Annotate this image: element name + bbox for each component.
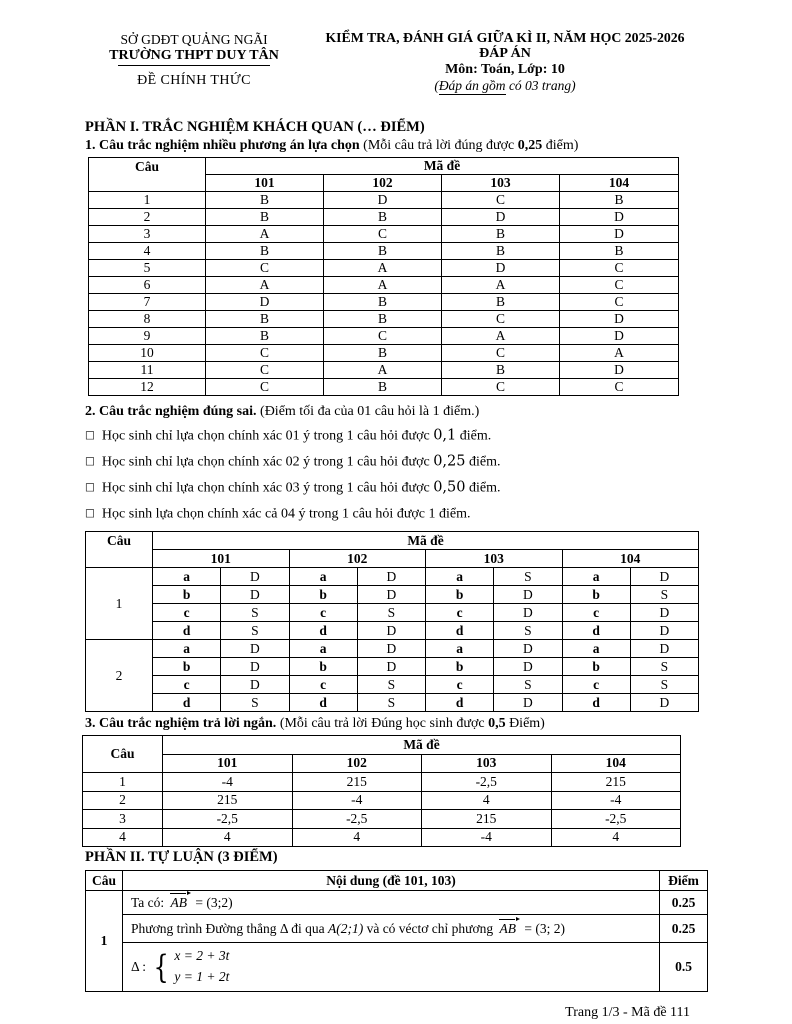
- statement-letter-cell: d: [426, 694, 494, 712]
- brace-glyph: {: [153, 948, 169, 986]
- code-cell: 103: [422, 754, 552, 773]
- essay-header-row: [86, 871, 708, 891]
- answer-cell: B: [560, 243, 679, 260]
- answer-cell: D: [324, 192, 442, 209]
- answer-cell: B: [206, 192, 324, 209]
- true-false-answer-table: [85, 531, 699, 712]
- statement-letter-cell: a: [153, 568, 221, 586]
- section3-points: 0,5: [488, 716, 506, 731]
- answer-cell: B: [324, 345, 442, 362]
- rule-text-suffix: điểm.: [456, 428, 492, 444]
- note-underlined: Đáp án gồm: [438, 78, 506, 93]
- answer-cell: D: [630, 694, 698, 712]
- statement-letter-cell: d: [562, 694, 630, 712]
- answer-cell: B: [206, 311, 324, 328]
- answer-cell: C: [442, 379, 560, 396]
- answer-cell: C: [324, 226, 442, 243]
- statement-letter-cell: c: [153, 676, 221, 694]
- mcq-header-row-1: [89, 158, 679, 175]
- answer-cell: D: [630, 640, 698, 658]
- answer-key-title: ĐÁP ÁN: [479, 46, 531, 61]
- answer-cell: C: [560, 294, 679, 311]
- section3-heading: [85, 716, 707, 732]
- answer-cell: D: [442, 209, 560, 226]
- answer-cell: B: [206, 328, 324, 345]
- rule-points: 0,25: [433, 453, 466, 470]
- answer-cell: -2,5: [292, 810, 422, 829]
- answer-cell: C: [206, 260, 324, 277]
- exam-title-block: [303, 30, 707, 112]
- answer-cell: D: [494, 604, 562, 622]
- answer-cell: B: [442, 226, 560, 243]
- mcq-answer-row: [89, 294, 679, 311]
- step-text: Phương trình Đường thẳng Δ đi qua: [131, 921, 328, 936]
- tf-answer-row: [86, 604, 699, 622]
- statement-letter-cell: c: [562, 604, 630, 622]
- answer-cell: C: [206, 345, 324, 362]
- solution-step-cell: [123, 943, 660, 992]
- answer-cell: D: [221, 586, 289, 604]
- answer-cell: D: [357, 640, 425, 658]
- question-number-cell: 1: [89, 192, 206, 209]
- note-rest: có 03 trang): [505, 78, 576, 93]
- statement-letter-cell: b: [153, 586, 221, 604]
- question-number-cell: 12: [89, 379, 206, 396]
- statement-letter-cell: a: [562, 568, 630, 586]
- mcq-answer-row: [89, 277, 679, 294]
- part2-title: PHẦN II. TỰ LUẬN (3 ĐIỂM): [85, 849, 278, 865]
- answer-cell: S: [494, 676, 562, 694]
- code-cell: 101: [163, 754, 293, 773]
- sa-answer-row: [83, 810, 681, 829]
- answer-cell: S: [357, 694, 425, 712]
- question-number-cell: 9: [89, 328, 206, 345]
- answer-cell: B: [442, 294, 560, 311]
- equation-y: y = 1 + 2t: [174, 969, 230, 984]
- statement-letter-cell: a: [153, 640, 221, 658]
- step-text: = (3; 2): [521, 921, 565, 936]
- statement-letter-cell: b: [426, 658, 494, 676]
- section1-points: 0,25: [517, 138, 543, 153]
- answer-cell: D: [221, 568, 289, 586]
- question-number-cell: 1: [83, 773, 163, 792]
- answer-cell: -2,5: [551, 810, 681, 829]
- square-bullet-icon: □: [85, 455, 95, 467]
- answer-cell: S: [357, 604, 425, 622]
- statement-letter-cell: c: [562, 676, 630, 694]
- statement-letter-cell: b: [562, 586, 630, 604]
- question-number-cell: 4: [89, 243, 206, 260]
- answer-cell: 215: [292, 773, 422, 792]
- question-number-cell: 1: [86, 891, 123, 992]
- answer-cell: D: [560, 226, 679, 243]
- step-text: và có véctơ chỉ phương: [363, 921, 497, 936]
- score-cell: 0.25: [660, 915, 708, 943]
- statement-letter-cell: a: [426, 568, 494, 586]
- answer-cell: A: [206, 226, 324, 243]
- answer-cell: -2,5: [422, 773, 552, 792]
- mcq-answer-row: [89, 192, 679, 209]
- tf-header-row-1: [86, 532, 699, 550]
- answer-cell: 4: [422, 791, 552, 810]
- tf-answer-row: [86, 640, 699, 658]
- solution-step-cell: [123, 915, 660, 943]
- page-footer: Trang 1/3 - Mã đề 111: [565, 1005, 690, 1020]
- section2-heading: [85, 404, 707, 420]
- answer-cell: S: [630, 658, 698, 676]
- answer-cell: D: [494, 640, 562, 658]
- code-cell: 104: [551, 754, 681, 773]
- delta-label: Δ :: [131, 959, 147, 974]
- tf-answer-row: [86, 586, 699, 604]
- answer-cell: D: [560, 311, 679, 328]
- section3-heading-bold: 3. Câu trắc nghiệm trả lời ngắn.: [85, 716, 277, 731]
- answer-cell: B: [206, 209, 324, 226]
- question-number-cell: 4: [83, 828, 163, 847]
- rule-text: Học sinh chỉ lựa chọn chính xác 01 ý trong 1 câu hỏi được: [101, 428, 434, 444]
- question-number-cell: 1: [86, 568, 153, 640]
- answer-cell: B: [324, 379, 442, 396]
- question-number-cell: 2: [89, 209, 206, 226]
- statement-letter-cell: c: [289, 676, 357, 694]
- section2-heading-bold: 2. Câu trắc nghiệm đúng sai.: [85, 404, 257, 419]
- code-cell: 103: [442, 175, 560, 192]
- scoring-rule-item: [85, 449, 707, 475]
- answer-cell: S: [221, 622, 289, 640]
- school-name: TRƯỜNG THPT DUY TÂN: [109, 48, 279, 63]
- answer-cell: D: [494, 586, 562, 604]
- statement-letter-cell: c: [289, 604, 357, 622]
- section1-heading-pre: (Mỗi câu trả lời đúng được: [359, 138, 518, 153]
- mcq-answer-row: [89, 362, 679, 379]
- sa-answer-row: [83, 791, 681, 810]
- sa-answer-row: [83, 828, 681, 847]
- code-cell: 101: [206, 175, 324, 192]
- parametric-equation-system: [131, 946, 657, 988]
- statement-letter-cell: a: [562, 640, 630, 658]
- answer-cell: D: [560, 328, 679, 345]
- statement-letter-cell: d: [562, 622, 630, 640]
- answer-cell: C: [324, 328, 442, 345]
- answer-cell: D: [357, 622, 425, 640]
- vector-ab: AB: [170, 895, 188, 910]
- scoring-rules-list: [85, 423, 707, 527]
- answer-cell: 4: [551, 828, 681, 847]
- question-number-cell: 8: [89, 311, 206, 328]
- tf-answer-row: [86, 622, 699, 640]
- answer-cell: A: [324, 260, 442, 277]
- answer-cell: B: [442, 243, 560, 260]
- sa-answer-row: [83, 773, 681, 792]
- mcq-answer-row: [89, 226, 679, 243]
- answer-cell: A: [324, 362, 442, 379]
- answer-cell: C: [560, 379, 679, 396]
- answer-cell: A: [206, 277, 324, 294]
- made-header-cell: Mã đề: [163, 736, 681, 755]
- answer-cell: D: [630, 568, 698, 586]
- vector-ab: AB: [499, 921, 517, 936]
- answer-cell: C: [206, 379, 324, 396]
- sa-header-row-2: [83, 754, 681, 773]
- rule-points: 0,50: [433, 479, 466, 496]
- answer-cell: D: [357, 586, 425, 604]
- section2-heading-rest: (Điểm tối đa của 01 câu hỏi là 1 điểm.): [256, 404, 480, 419]
- square-bullet-icon: □: [85, 429, 95, 441]
- answer-cell: A: [442, 328, 560, 345]
- answer-cell: D: [442, 260, 560, 277]
- question-number-cell: 3: [89, 226, 206, 243]
- question-number-cell: 2: [86, 640, 153, 712]
- equation-x: x = 2 + 3t: [174, 948, 230, 964]
- answer-cell: C: [560, 277, 679, 294]
- question-number-cell: 2: [83, 791, 163, 810]
- statement-letter-cell: c: [426, 604, 494, 622]
- section1-heading: [85, 138, 707, 154]
- subject-grade: Môn: Toán, Lớp: 10: [445, 62, 565, 77]
- answer-cell: B: [324, 243, 442, 260]
- essay-rubric-table: [85, 870, 708, 992]
- answer-cell: D: [560, 362, 679, 379]
- answer-cell: D: [221, 676, 289, 694]
- square-bullet-icon: □: [85, 507, 95, 519]
- statement-letter-cell: b: [289, 586, 357, 604]
- content-header-cell: Nội dung (đề 101, 103): [123, 871, 660, 891]
- cau-header-cell: Câu: [86, 532, 153, 568]
- statement-letter-cell: d: [426, 622, 494, 640]
- answer-cell: S: [494, 568, 562, 586]
- essay-step-row: [86, 891, 708, 915]
- code-cell: 102: [324, 175, 442, 192]
- mcq-answer-row: [89, 328, 679, 345]
- statement-letter-cell: c: [426, 676, 494, 694]
- answer-cell: 215: [551, 773, 681, 792]
- answer-cell: C: [442, 345, 560, 362]
- answer-cell: B: [324, 209, 442, 226]
- tf-answer-row: [86, 694, 699, 712]
- issuing-org-block: [85, 30, 303, 112]
- answer-cell: C: [442, 192, 560, 209]
- answer-cell: D: [221, 640, 289, 658]
- cau-header-cell: Câu: [83, 736, 163, 773]
- statement-letter-cell: b: [426, 586, 494, 604]
- code-cell: 102: [292, 754, 422, 773]
- section3-heading-pre: (Mỗi câu trả lời Đúng học sinh được: [276, 716, 489, 731]
- diem-header-cell: Điểm: [660, 871, 708, 891]
- answer-cell: 4: [163, 828, 293, 847]
- statement-letter-cell: a: [289, 640, 357, 658]
- statement-letter-cell: d: [153, 694, 221, 712]
- section1-heading-post: điểm): [542, 138, 579, 153]
- answer-cell: S: [630, 676, 698, 694]
- code-cell: 101: [153, 550, 290, 568]
- essay-step-row: [86, 915, 708, 943]
- mcq-answer-row: [89, 345, 679, 362]
- answer-cell: A: [560, 345, 679, 362]
- exam-title: KIỂM TRA, ĐÁNH GIÁ GIỮA KÌ II, NĂM HỌC 2025-2026: [325, 30, 685, 45]
- equations: [174, 946, 229, 988]
- answer-cell: 215: [422, 810, 552, 829]
- question-number-cell: 10: [89, 345, 206, 362]
- mcq-answer-row: [89, 311, 679, 328]
- statement-letter-cell: d: [289, 694, 357, 712]
- mcq-answer-row: [89, 209, 679, 226]
- answer-cell: -4: [163, 773, 293, 792]
- answer-cell: B: [442, 362, 560, 379]
- answer-cell: C: [442, 311, 560, 328]
- document-header: [85, 30, 707, 112]
- rule-text-suffix: điểm.: [465, 454, 501, 470]
- rule-text: Học sinh chỉ lựa chọn chính xác 03 ý trong 1 câu hỏi được: [101, 480, 434, 496]
- statement-letter-cell: b: [153, 658, 221, 676]
- question-number-cell: 7: [89, 294, 206, 311]
- tf-header-row-2: [86, 550, 699, 568]
- statement-letter-cell: b: [562, 658, 630, 676]
- answer-cell: B: [560, 192, 679, 209]
- step-text: = (3;2): [192, 895, 233, 910]
- question-number-cell: 11: [89, 362, 206, 379]
- scoring-rule-item: [85, 423, 707, 449]
- answer-cell: A: [324, 277, 442, 294]
- answer-cell: D: [494, 694, 562, 712]
- scoring-rule-item: [85, 501, 707, 527]
- question-number-cell: 3: [83, 810, 163, 829]
- answer-cell: C: [560, 260, 679, 277]
- answer-cell: D: [357, 568, 425, 586]
- department-name: SỞ GDĐT QUẢNG NGÃI: [120, 32, 268, 47]
- mcq-answer-table: [88, 157, 679, 396]
- answer-cell: B: [324, 294, 442, 311]
- statement-letter-cell: d: [153, 622, 221, 640]
- statement-letter-cell: b: [289, 658, 357, 676]
- part1-title: PHẦN I. TRẮC NGHIỆM KHÁCH QUAN (… ĐIỂM): [85, 119, 425, 135]
- answer-cell: D: [630, 604, 698, 622]
- sa-header-row-1: [83, 736, 681, 755]
- answer-cell: B: [324, 311, 442, 328]
- answer-cell: S: [494, 622, 562, 640]
- tf-answer-row: [86, 676, 699, 694]
- answer-cell: S: [221, 604, 289, 622]
- answer-cell: 4: [292, 828, 422, 847]
- short-answer-table: [82, 735, 681, 847]
- statement-letter-cell: a: [289, 568, 357, 586]
- question-number-cell: 5: [89, 260, 206, 277]
- answer-cell: D: [630, 622, 698, 640]
- mcq-answer-row: [89, 260, 679, 277]
- answer-cell: S: [630, 586, 698, 604]
- answer-cell: B: [206, 243, 324, 260]
- answer-cell: C: [206, 362, 324, 379]
- rule-text: Học sinh chỉ lựa chọn chính xác 02 ý trong 1 câu hỏi được: [101, 454, 434, 470]
- cau-header-cell: Câu: [89, 158, 206, 192]
- made-header-cell: Mã đề: [153, 532, 699, 550]
- essay-step-row: [86, 943, 708, 992]
- statement-letter-cell: a: [426, 640, 494, 658]
- scoring-rule-item: [85, 475, 707, 501]
- answer-cell: D: [221, 658, 289, 676]
- statement-letter-cell: d: [289, 622, 357, 640]
- code-cell: 103: [426, 550, 563, 568]
- answer-cell: -4: [292, 791, 422, 810]
- answer-cell: D: [494, 658, 562, 676]
- rule-text-suffix: điểm.: [465, 480, 501, 496]
- answer-cell: D: [357, 658, 425, 676]
- question-number-cell: 6: [89, 277, 206, 294]
- mcq-answer-row: [89, 379, 679, 396]
- answer-cell: D: [206, 294, 324, 311]
- page-count-note: [303, 78, 707, 94]
- header-underline: [118, 65, 270, 66]
- answer-cell: S: [221, 694, 289, 712]
- answer-cell: -2,5: [163, 810, 293, 829]
- made-header-cell: Mã đề: [206, 158, 679, 175]
- step-text: Ta có:: [131, 895, 168, 910]
- solution-step-cell: [123, 891, 660, 915]
- rule-text: Học sinh lựa chọn chính xác cả 04 ý trong 1 câu hỏi được 1 điểm.: [101, 506, 471, 522]
- score-cell: 0.25: [660, 891, 708, 915]
- note-open: (: [434, 78, 439, 93]
- mcq-answer-row: [89, 243, 679, 260]
- section3-heading-post: Điểm): [505, 716, 545, 731]
- square-bullet-icon: □: [85, 481, 95, 493]
- section1-heading-bold: 1. Câu trắc nghiệm nhiều phương án lựa chọn: [85, 138, 360, 153]
- code-cell: 104: [560, 175, 679, 192]
- code-cell: 102: [289, 550, 426, 568]
- answer-cell: 215: [163, 791, 293, 810]
- answer-cell: D: [560, 209, 679, 226]
- tf-answer-row: [86, 658, 699, 676]
- answer-cell: S: [357, 676, 425, 694]
- statement-letter-cell: c: [153, 604, 221, 622]
- official-exam-label: ĐỀ CHÍNH THỨC: [137, 73, 251, 88]
- score-cell: 0.5: [660, 943, 708, 992]
- answer-cell: -4: [551, 791, 681, 810]
- cau-header-cell: Câu: [86, 871, 123, 891]
- point-a: A(2;1): [327, 921, 364, 936]
- answer-cell: -4: [422, 828, 552, 847]
- code-cell: 104: [562, 550, 699, 568]
- tf-answer-row: [86, 568, 699, 586]
- answer-cell: A: [442, 277, 560, 294]
- rule-points: 0,1: [433, 427, 457, 444]
